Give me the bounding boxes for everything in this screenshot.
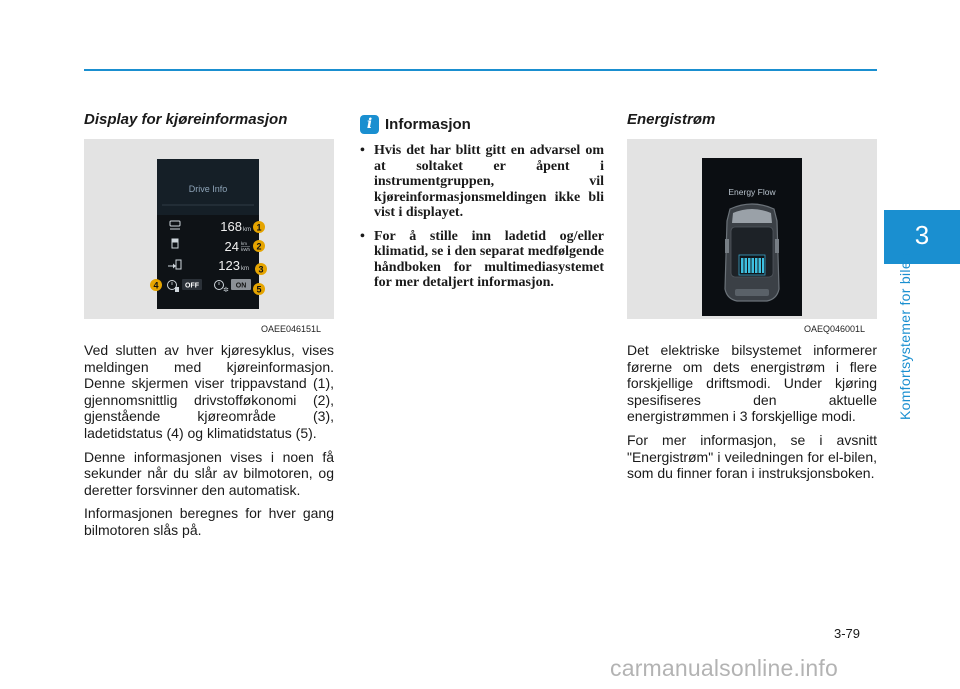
info-box-header [360, 115, 471, 134]
charging-status-badge: OFF [185, 282, 199, 290]
page-number: 3-79 [834, 626, 861, 641]
info-box-title: Informasjon [385, 116, 471, 133]
range-value: 123 [218, 258, 240, 273]
climate-status-badge: ON [235, 282, 247, 290]
energy-flow-figure [627, 139, 877, 319]
list-item: • Hvis det har blitt gitt en advarsel om at soltaket er åpent i instrumentgruppen, vil kjøreinformasjonsmeldingen ikke bli vist i displayet. [358, 143, 604, 221]
range-unit: km [241, 266, 249, 272]
fuel-economy-value: 24 [224, 239, 239, 254]
paragraph: Denne informasjonen vises i noen få sekunder når du slår av bilmotoren, og deretter forsvinner den automatisk. [84, 448, 334, 498]
callout-3 [255, 263, 267, 275]
drive-info-screen-title: Drive Info [188, 184, 228, 194]
drive-info-display [84, 139, 334, 319]
fuel-economy-unit-top: km [241, 241, 247, 246]
figure-code-energy-flow: OAEQ046001L [804, 324, 866, 334]
fuel-economy-unit-bottom: kWh [241, 247, 250, 252]
svg-text:✲: ✲ [223, 287, 229, 294]
paragraph: Informasjonen beregnes for hver gang bilmotoren slås på. [84, 505, 334, 538]
svg-text:5: 5 [256, 284, 262, 295]
trip-distance-unit: km [243, 227, 251, 233]
callout-1 [253, 221, 265, 233]
section-title-energy-flow: Energistrøm [627, 111, 716, 128]
paragraph: Det elektriske bilsystemet informerer førerne om dets energistrøm i flere forskjellige driftsmodi. Under kjøring spesifiseres den aktuelle energistrømmen i 3 forskjellige modi. [627, 342, 877, 425]
paragraph: Ved slutten av hver kjøresyklus, vises meldingen med kjøreinformasjon. Denne skjermen viser trippavstand (1), gjennomsnittlig drivstofføkonomi (2), gjenstående kjøreområde (3), ladetidstatus (4) og klimatidstatus (5). [84, 342, 334, 441]
battery-icon [739, 255, 765, 275]
chapter-number: 3 [914, 220, 930, 250]
energy-flow-screen-title: Energy Flow [728, 187, 776, 197]
trip-distance-value: 168 [220, 219, 242, 234]
list-item: • For å stille inn ladetid og/eller klimatid, se i den separat medfølgende håndboken for multimediasystemet for mer detaljert informasjon. [358, 229, 604, 291]
car-icon [725, 204, 779, 301]
callout-5 [253, 283, 265, 295]
info-box-list [358, 143, 604, 299]
chapter-tab [884, 210, 960, 264]
watermark: carmanualsonline.info [610, 655, 838, 681]
info-icon: i [360, 115, 379, 134]
energy-flow-display [627, 139, 877, 319]
svg-text:1: 1 [256, 222, 262, 233]
svg-text:3: 3 [258, 264, 264, 275]
paragraph: For mer informasjon, se i avsnitt "Energistrøm" i veiledningen for el-bilen, som du finner foran i instruksjonsboken. [627, 431, 877, 482]
svg-text:4: 4 [153, 280, 159, 291]
energy-flow-body [627, 342, 877, 489]
drive-info-body [84, 342, 334, 546]
header-rule [84, 69, 877, 71]
section-title-drive-info: Display for kjøreinformasjon [84, 111, 288, 128]
drive-info-figure [84, 139, 334, 319]
chapter-title: Komfortsystemer for bilen [897, 253, 913, 420]
figure-code-drive-info: OAEE046151L [261, 324, 322, 334]
svg-text:2: 2 [256, 241, 262, 252]
callout-4 [150, 279, 162, 291]
callout-2 [253, 240, 265, 252]
